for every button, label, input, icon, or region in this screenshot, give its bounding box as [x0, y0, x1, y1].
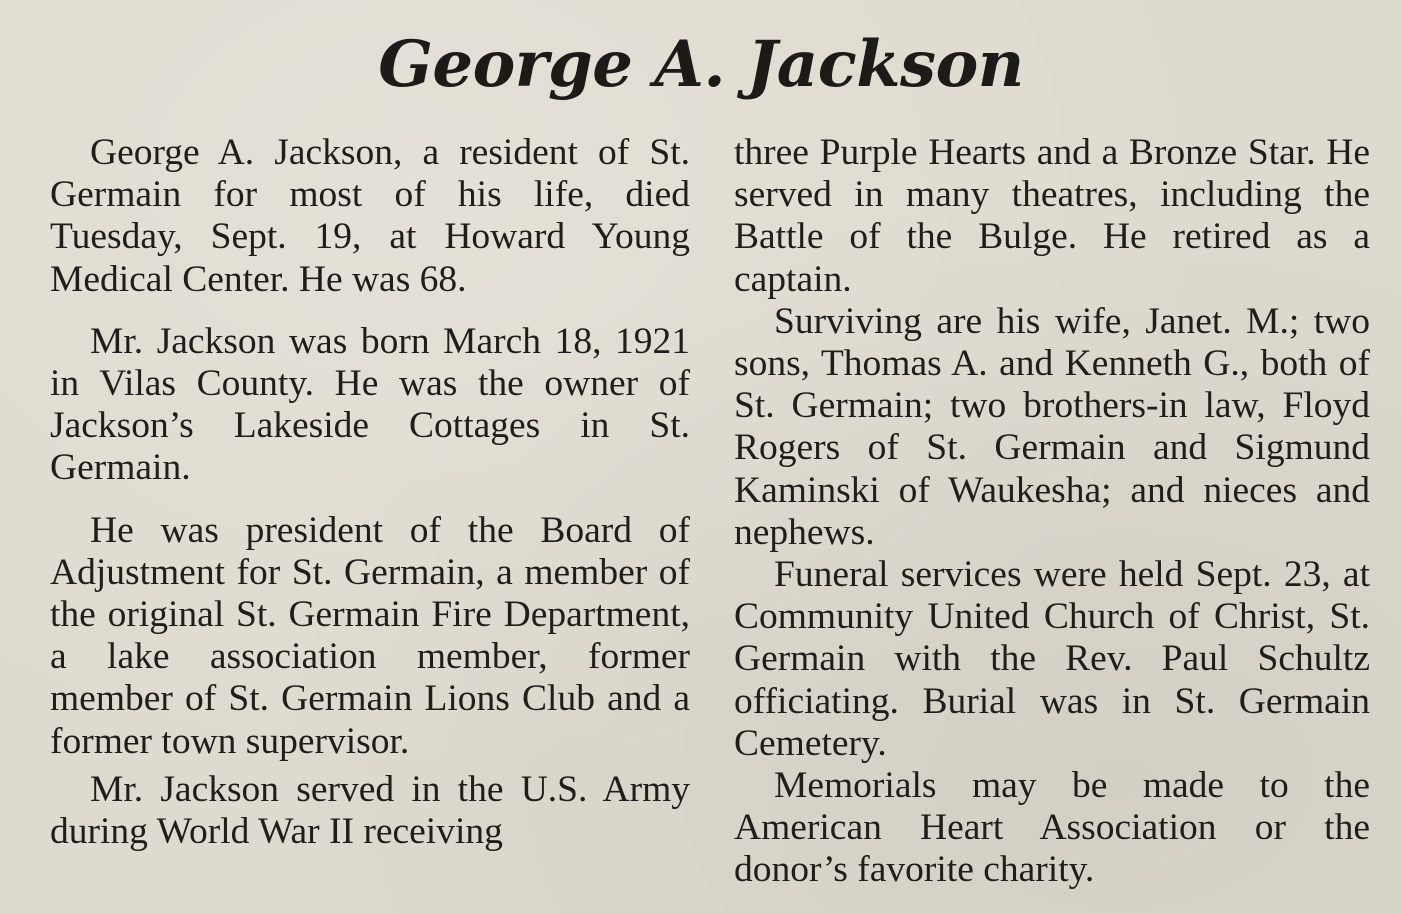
- paragraph-military-honors: three Purple Hearts and a Bronze Star. He served in many theatres, including the Battle of the Bulge. He retired as a captain.: [734, 132, 1370, 300]
- paragraph-funeral-services: Funeral services were held Sept. 23, at Community United Church of Christ, St. Germain with the Rev. Paul Schultz officiating. Burial was in St. Germain Cemetery.: [734, 554, 1370, 764]
- left-column: [50, 132, 690, 853]
- right-column: [734, 132, 1370, 892]
- obituary-headline: George A. Jackson: [378, 27, 1024, 102]
- paragraph-memorials: Memorials may be made to the American Heart Association or the donor’s favorite charity.: [734, 765, 1370, 891]
- paragraph-military-service: Mr. Jackson served in the U.S. Army during World War II receiving: [50, 768, 690, 853]
- paragraph-birth: Mr. Jackson was born March 18, 1921 in Vilas County. He was the owner of Jackson’s Lakeside Cottages in St. Germain.: [50, 320, 690, 489]
- paragraph-civic-roles: He was president of the Board of Adjustment for St. Germain, a member of the original St. Germain Fire Department, a lake association member, former member of St. Germain Lions Club and a former town supervisor.: [50, 509, 690, 762]
- paragraph-survivors: Surviving are his wife, Janet. M.; two sons, Thomas A. and Kenneth G., both of St. Germain; two brothers-in law, Floyd Rogers of St. Germain and Sigmund Kaminski of Waukesha; and nieces and nephews.: [734, 300, 1370, 553]
- paragraph-death-notice: George A. Jackson, a resident of St. Germain for most of his life, died Tuesday, Sept. 19, at Howard Young Medical Center. He was 68.: [50, 132, 690, 300]
